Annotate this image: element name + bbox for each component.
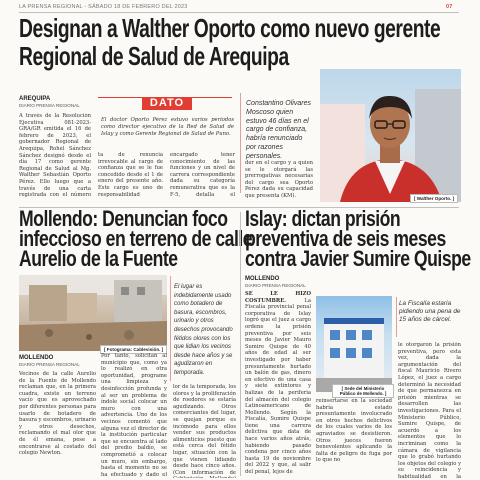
article1-col2: ta de renuncia irrevocable al cargo de confianza que se le fue concedido desde el 1 de enero del presente año. Este cargo es uno de responsabilidad bbox=[98, 152, 163, 197]
article1-kicker: AREQUIPA bbox=[19, 96, 51, 102]
column-divider bbox=[240, 212, 241, 476]
article2-kicker: MOLLENDO bbox=[19, 355, 54, 361]
article3-quote-divider bbox=[396, 297, 397, 337]
article3-col1-text: La Fiscalía provincial penal corporativa de Islay logró que el juez a cargo ordene la prisión preventiva por seis meses de Javier Mauro Sumire Quispe de 40 años de edad al ser investigado por haber presuntamente hurtado un balón de gas, dinero en efectivo de una casa y siete extintores y balizas de la periferia del almacén del colegio Latinoamericano de Mollendo. Según la Fiscalía, Sumire Quispe tiene una carrera delictiva que data de hace varios años atrás, habiendo pasado condena por cinco años hasta 19 de noviembre del 2022 y que, al salir del penal, lejos de bbox=[245, 297, 311, 476]
vacant-lot-illustration bbox=[19, 275, 167, 351]
dato-text: El doctor Oporto Pérez estuvo varios periodos como director ejecutivo de la Red de Salud de Islay y como Gerente Regional de Salud de Puno. bbox=[101, 117, 234, 138]
page-number: 07 bbox=[446, 4, 453, 10]
article2-headline-line1: Mollendo: Denuncian foco bbox=[19, 206, 228, 231]
article3-kicker: MOLLENDO bbox=[245, 276, 280, 282]
walther-oporto-photo bbox=[320, 69, 461, 202]
article2-headline-line3: Aurelio de la Fuente bbox=[19, 246, 178, 271]
article3-col3: le otorgaron la prisión preventiva, pero esta vez, dada la argumentación del fiscal Mauricio Rivero López, el juez a cargo determinó la necesidad de que permanezca en prisión mientras se desarrollen las investigaciones. Para el Ministerio Público, Sumire Quispe, de acuerdo a los elementos que lo incriminan como la cámara de vigilancia que lo grabó hurtando los objetos del colegio y su reincidencia y habitualidad en la bbox=[398, 342, 461, 478]
article1-headline-line1: Designan a Walther Oporto como nuevo gerente bbox=[19, 13, 441, 43]
newspaper-header: LA PRENSA REGIONAL - SÁBADO 18 DE FEBRERO DEL 2023 bbox=[19, 4, 188, 10]
ministerio-publico-photo bbox=[316, 296, 392, 392]
vacant-lot-photo bbox=[19, 275, 167, 351]
person-illustration bbox=[320, 69, 461, 202]
dato-label: DATO bbox=[142, 97, 192, 110]
article1-col3: encargado tener conocimiento de las funciones y un nivel de carrera correspondiente dada su categoría remunerativa que es la F-5, detalla el bbox=[170, 152, 235, 197]
article1-col4: der en el cargo y a quien se le otorgará las prerrogativas necesarias del cargo sea Oporto Pérez dada su capacidad que presenta (KM). bbox=[245, 160, 313, 198]
article1-col1: A través de la Resolución Ejecutiva 081-2023-GRA/GR emitida el 16 de febrero de 2023, el gobernador Regional de Arequipa, Rohel Sánchez Sánchez designó desde el día 17 como gerente Regional de Salud al Mg. Walther Sebastián Oporto Pérez. Ello luego que a través de una carta registrada con el número bbox=[19, 113, 91, 198]
article1-headline-line2: Regional de Salud de Arequipa bbox=[19, 41, 289, 71]
article3-headline-line1: Islay: dictan prisión bbox=[245, 206, 401, 231]
article3-lead: SE LE HIZO COSTUMBRE. bbox=[245, 291, 311, 304]
article3-col2: reinsertarse en la sociedad habría estado presuntamente involucrado en otros hechos delictivos de los cuales varios de los agraviados se desistieron. Otros jueces fueron benevolentes aplicando la falta de peligro de fuga por lo que no bbox=[316, 398, 392, 464]
article2-col1: Vecinos de la calle Aurelio de la Fuente de Mollendo reclaman que, en la primera cuadra, existe un terreno vacío que es aprovechado por diferentes personas para usarlo de botadero de basura y escombros, urinario y otros desechos, reclamando el mal olor que de él emana, pese a encontrarse al costado del colegio Newton. bbox=[19, 371, 96, 457]
article2-quote-divider bbox=[170, 276, 171, 381]
article2-photo-caption: [ Fotograma: Cablevisión. ] bbox=[100, 345, 167, 354]
article3-quote: La Fiscalía estaría pidiendo una pena de 15 años de cárcel. bbox=[399, 300, 461, 323]
article3-headline-line3: contra Javier Sumire Quispe bbox=[245, 246, 471, 271]
building-illustration bbox=[316, 296, 392, 392]
article1-quote: Constantino Olivares Moscoso quien estuvo 46 días en el cargo de confianza, habría renunciado por razones personales. bbox=[246, 100, 311, 160]
article2-col2: Por tanto, solicitan al municipio que, como ya lo realizó en otra oportunidad, programe una limpieza y desinfección profunda y al ser un problema de índole social colocar un muro con una advertencia. Uno de los vecinos comentó que alguna vez el director de la institución particular que se encuentra al lado del predio baldío, se comprometió a colocar un muro, sin embargo, hasta el momento no se ha efectuado y dado el bbox=[101, 353, 167, 478]
quote-divider bbox=[240, 93, 241, 193]
article3-headline-line2: preventiva de seis meses bbox=[245, 226, 446, 251]
article3-photo-caption: [ Sede del Ministerio Público de Mollendo. ] bbox=[332, 384, 394, 398]
article2-headline-line2: infeccioso en terreno de calle bbox=[19, 226, 253, 251]
article1-photo-caption: [ Walther Oporto. ] bbox=[410, 194, 458, 203]
article3-col1 bbox=[245, 291, 311, 478]
article3-source: DIARIO PRENSA REGIONAL bbox=[245, 283, 306, 288]
article2-source: DIARIO PRENSA REGIONAL bbox=[19, 362, 80, 367]
article2-col3: lor de la temporada, los olores y la proliferación de roedores se estaría agudizando. Otros comerciantes del lugar, se quejan porque es incómodo para ellos vender sus productos alimenticios puesto que está cerca del fétido lugar, situación con la que vienen lidiando desde hace cinco años. (Con información de bbox=[173, 384, 236, 476]
article2-quote: El lugar es indebidamente usado como botadero de basura, escombros, urinario y otros desechos provocando fétidos olores con los que lidian los vecinos desde hace años y se agudizaron en temporada. bbox=[174, 284, 233, 376]
article1-source: DIARIO PRENSA REGIONAL bbox=[19, 103, 80, 108]
